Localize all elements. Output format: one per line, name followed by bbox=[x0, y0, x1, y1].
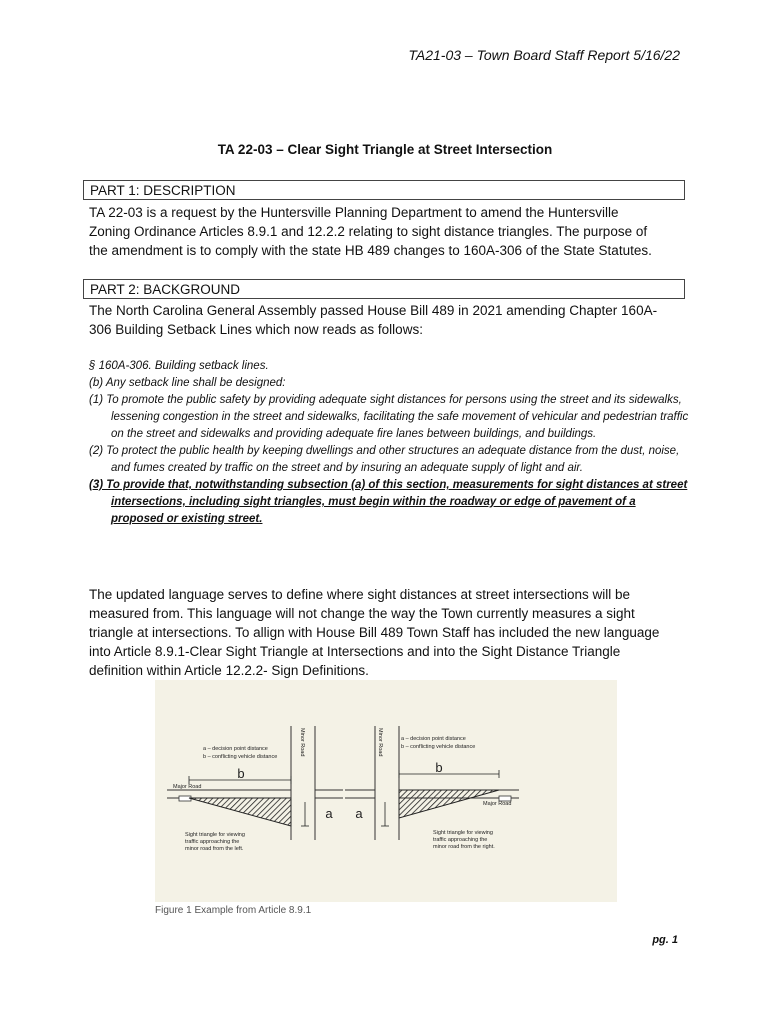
left-intersection bbox=[167, 726, 343, 852]
part1-heading: PART 1: DESCRIPTION bbox=[83, 180, 685, 200]
text-line: into Article 8.9.1-Clear Sight Triangle at Intersections and into the Sight Distance Triangle bbox=[89, 644, 621, 659]
sight-note-line: minor road from the right. bbox=[433, 844, 495, 850]
sight-triangle-figure bbox=[155, 680, 617, 902]
part2-heading: PART 2: BACKGROUND bbox=[83, 279, 685, 299]
text-line: The updated language serves to define where sight distances at street intersections will be bbox=[89, 587, 631, 602]
sight-note-line: Sight triangle for viewing bbox=[433, 830, 493, 836]
dimension-b-label: b bbox=[237, 766, 245, 781]
sight-triangle-left bbox=[189, 798, 291, 826]
page-number: pg. 1 bbox=[652, 934, 678, 946]
legend-a: a – decision point distance bbox=[401, 736, 466, 742]
figure-caption: Figure 1 Example from Article 8.9.1 bbox=[155, 905, 312, 916]
document-title: TA 22-03 – Clear Sight Triangle at Street Intersection bbox=[217, 142, 553, 157]
statute-item-2: (2) To protect the public health by keeping dwellings and other structures an adequate distance from the dust, noise, and fumes created by traffic on the street and by insuring an adequate supply of light and air. bbox=[89, 445, 680, 474]
minor-road-label: Minor Road bbox=[299, 728, 305, 757]
part1-description bbox=[89, 203, 689, 260]
major-road-label: Major Road bbox=[173, 784, 202, 790]
text-line: The North Carolina General Assembly passed House Bill 489 in 2021 amending Chapter 160A- bbox=[89, 303, 658, 318]
dimension-a-label: a bbox=[355, 806, 363, 821]
statute-item-3: (3) To provide that, notwithstanding subsection (a) of this section, measurements for sight distances at street intersections, including sight triangles, must begin within the roadway or edge of pavement of a proposed or existing street. bbox=[89, 479, 688, 525]
sight-note-line: traffic approaching the bbox=[185, 839, 240, 845]
legend-b: b – conflicting vehicle distance bbox=[203, 754, 278, 760]
major-road-label: Major Road bbox=[483, 801, 512, 807]
text-line: triangle at intersections. To allign with House Bill 489 Town Staff has included the new language bbox=[89, 625, 660, 640]
text-line: measured from. This language will not change the way the Town currently measures a sight bbox=[89, 606, 635, 621]
text-line: Zoning Ordinance Articles 8.9.1 and 12.2.2 relating to sight distance triangles. The purpose of bbox=[89, 224, 648, 239]
sight-note-line: traffic approaching the bbox=[433, 837, 488, 843]
right-intersection bbox=[345, 726, 519, 850]
dimension-b-label: b bbox=[435, 760, 443, 775]
report-header: TA21-03 – Town Board Staff Report 5/16/22 bbox=[408, 47, 680, 63]
statute-quote bbox=[89, 358, 689, 528]
text-line: definition within Article 12.2.2- Sign Definitions. bbox=[89, 663, 369, 678]
dimension-a-label: a bbox=[325, 806, 333, 821]
part2-closing bbox=[89, 585, 689, 680]
sight-triangle-diagram bbox=[155, 680, 617, 902]
minor-road-label: Minor Road bbox=[377, 728, 383, 757]
text-line: 306 Building Setback Lines which now reads as follows: bbox=[89, 322, 423, 337]
sight-note-line: Sight triangle for viewing bbox=[185, 832, 245, 838]
text-line: the amendment is to comply with the state HB 489 changes to 160A-306 of the State Statutes. bbox=[89, 243, 652, 258]
part2-intro bbox=[89, 301, 689, 339]
legend-a: a – decision point distance bbox=[203, 746, 268, 752]
statute-item-1: (1) To promote the public safety by providing adequate sight distances for persons using the street and its sidewalks, lessening congestion in the street and sidewalks, facilitating the safe movement of vehicular and pedestrian traffic on the street and sidewalks and providing adequate fire lanes between buildings, and buildings. bbox=[89, 394, 689, 440]
statute-clause-b: (b) Any setback line shall be designed: bbox=[89, 377, 286, 389]
text-line: TA 22-03 is a request by the Huntersville Planning Department to amend the Huntersville bbox=[89, 205, 619, 220]
legend-b: b – conflicting vehicle distance bbox=[401, 744, 476, 750]
sight-note-line: minor road from the left. bbox=[185, 846, 244, 852]
statute-title: § 160A-306. Building setback lines. bbox=[89, 360, 269, 372]
